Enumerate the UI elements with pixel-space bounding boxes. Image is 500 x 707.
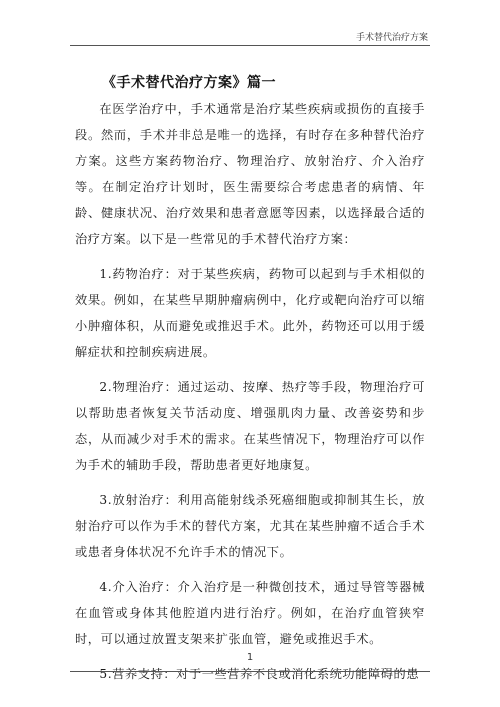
footer-divider — [70, 671, 430, 672]
page-number: 1 — [246, 652, 254, 663]
paragraph-drug-therapy: 1.药物治疗：对于某些疾病，药物可以起到与手术相似的效果。例如，在某些早期肿瘤病例中，化疗或靶向治疗可以缩小肿瘤体积，从而避免或推迟手术。此外，药物还可以用于缓解症状和控制疾病进展。 — [75, 267, 425, 359]
paragraph-radiation-therapy: 3.放射治疗：利用高能射线杀死癌细胞或抑制其生长，放射治疗可以作为手术的替代方案，尤其在某些肿瘤不适合手术或患者身体状况不允许手术的情况下。 — [75, 493, 425, 559]
paragraph-nutrition-support: 5.营养支持：对于一些营养不良或消化系统功能障碍的患 — [99, 667, 420, 681]
document-body — [75, 96, 425, 696]
paragraph-physical-therapy: 2.物理治疗：通过运动、按摩、热疗等手段，物理治疗可以帮助患者恢复关节活动度、增强肌肉力量、改善姿势和步态，从而减少对手术的需求。在某些情况下，物理治疗可以作为手术的辅助手段，帮助患者更好地康复。 — [75, 380, 425, 472]
intro-paragraph: 在医学治疗中，手术通常是治疗某些疾病或损伤的直接手段。然而，手术并非总是唯一的选择，有时存在多种替代治疗方案。这些方案药物治疗、物理治疗、放射治疗、介入治疗等。在制定治疗计划时，医生需要综合考虑患者的病情、年龄、健康状况、治疗效果和患者意愿等因素，以选择最合适的治疗方案。以下是一些常见的手术替代治疗方案： — [75, 102, 425, 246]
header-divider — [70, 45, 430, 46]
document-title: 《手术替代治疗方案》篇一 — [102, 75, 276, 91]
running-header: 手术替代治疗方案 — [355, 33, 428, 43]
paragraph-interventional-therapy: 4.介入治疗：介入治疗是一种微创技术，通过导管等器械在血管或身体其他腔道内进行治疗。例如，在治疗血管狭窄时，可以通过放置支架来扩张血管，避免或推迟手术。 — [75, 580, 425, 646]
